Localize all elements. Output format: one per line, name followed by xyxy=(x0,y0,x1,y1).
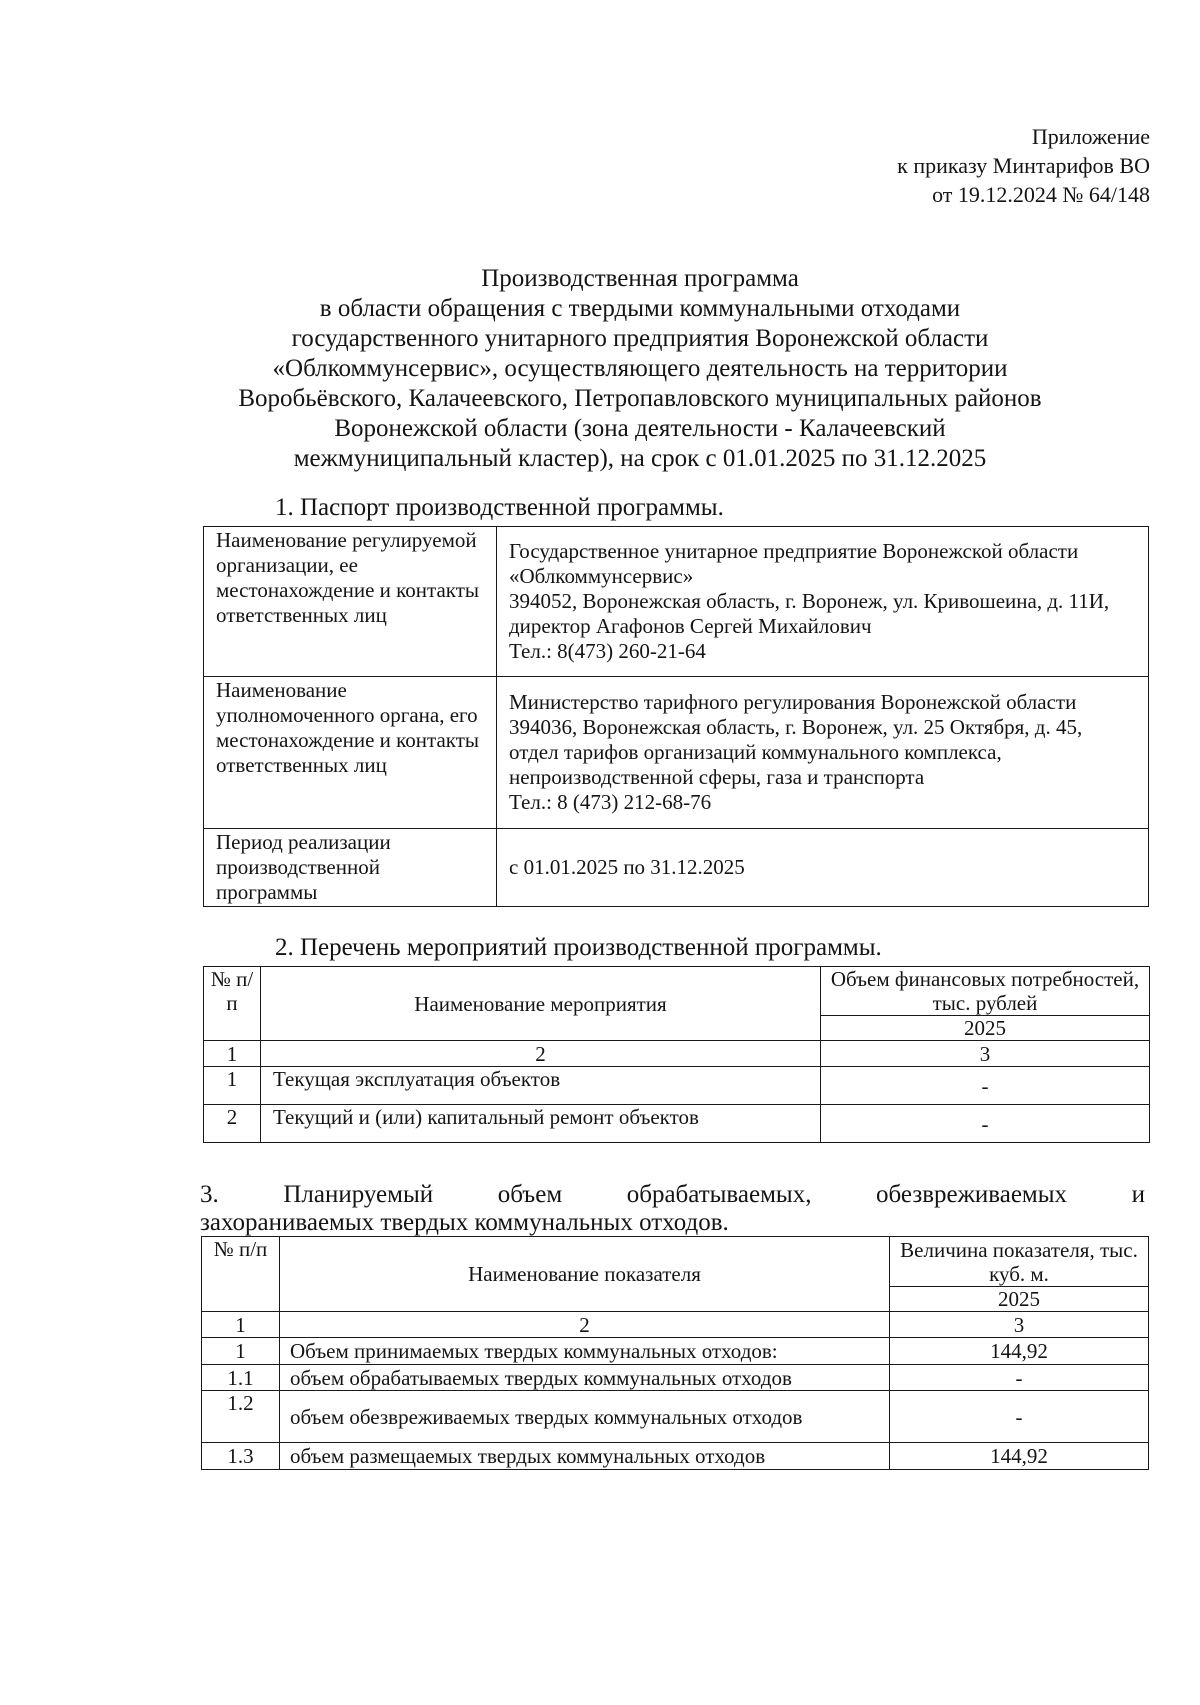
table-row xyxy=(202,1391,1149,1443)
passport-label: Наименование уполномоченного органа, его местонахождение и контакты ответственных лиц xyxy=(204,677,497,829)
appendix-reference xyxy=(897,122,1150,209)
row-value: - xyxy=(821,1067,1150,1105)
title-line: Производственная программа xyxy=(481,265,799,292)
row-name: Объем принимаемых твердых коммунальных отходов: xyxy=(280,1338,890,1365)
table-row xyxy=(202,1338,1149,1365)
header-value: Величина показателя, тыс. куб. м. xyxy=(890,1237,1149,1287)
measures-table xyxy=(203,966,1150,1143)
row-num: 1 xyxy=(202,1338,280,1365)
passport-label: Наименование регулируемой организации, ее местонахождение и контакты ответственных лиц xyxy=(204,527,497,677)
title-line: «Облкоммунсервис», осуществляющего деятельность на территории xyxy=(272,355,1008,382)
header-value: Объем финансовых потребностей, тыс. рублей xyxy=(821,967,1150,1016)
header-name: Наименование показателя xyxy=(280,1237,890,1312)
row-name: объем обрабатываемых твердых коммунальных отходов xyxy=(280,1365,890,1391)
row-name: Текущий и (или) капитальный ремонт объектов xyxy=(261,1105,821,1143)
passport-table xyxy=(203,526,1149,907)
table-row xyxy=(204,1067,1150,1105)
index-cell: 3 xyxy=(890,1312,1149,1338)
header-num: № п/п xyxy=(204,967,261,1041)
heading-word: обезвреживаемых xyxy=(876,1181,1068,1208)
title-line: государственного унитарного предприятия Воронежской области xyxy=(291,325,989,352)
table-header-row xyxy=(204,967,1150,1016)
section-1-heading: 1. Паспорт производственной программы. xyxy=(275,494,724,521)
appendix-line: Приложение xyxy=(1031,124,1150,149)
appendix-line: к приказу Минтарифов ВО xyxy=(897,153,1150,178)
passport-value: Министерство тарифного регулирования Воронежской области 394036, Воронежская область, г. Воронеж, ул. 25 Октября, д. 45, отдел тарифов организаций коммунального комплекса, непроизводственной сферы, газа и транспорта Тел.: 8 (473) 212-68-76 xyxy=(497,677,1149,829)
title-line: межмуниципальный кластер), на срок с 01.01.2025 по 31.12.2025 xyxy=(293,445,987,472)
table-index-row xyxy=(202,1312,1149,1338)
passport-value: с 01.01.2025 по 31.12.2025 xyxy=(497,829,1149,907)
passport-value: Государственное унитарное предприятие Воронежской области «Облкоммунсервис» 394052, Воронежская область, г. Воронеж, ул. Кривошеина, д. 11И, директор Агафонов Сергей Михайлович Тел.: 8(473) 260-21-64 xyxy=(497,527,1149,677)
heading-word: и xyxy=(1131,1181,1145,1208)
table-header-row xyxy=(202,1237,1149,1287)
index-cell: 2 xyxy=(280,1312,890,1338)
section-3-heading xyxy=(200,1181,1145,1237)
header-year: 2025 xyxy=(821,1016,1150,1041)
row-value: - xyxy=(890,1365,1149,1391)
row-name: объем размещаемых твердых коммунальных отходов xyxy=(280,1443,890,1470)
document-title xyxy=(200,264,1080,474)
row-value: 144,92 xyxy=(890,1443,1149,1470)
index-cell: 2 xyxy=(261,1041,821,1067)
header-num: № п/п xyxy=(202,1237,280,1312)
row-num: 1.1 xyxy=(202,1365,280,1391)
row-num: 1 xyxy=(204,1067,261,1105)
table-row xyxy=(204,1105,1150,1143)
title-line: Воронежской области (зона деятельности - Калачеевский xyxy=(334,415,946,442)
row-name: Текущая эксплуатация объектов xyxy=(261,1067,821,1105)
title-line: в области обращения с твердыми коммунальными отходами xyxy=(319,295,961,322)
heading-word: 3. xyxy=(200,1181,219,1208)
heading-word: объем xyxy=(497,1181,563,1208)
table-row xyxy=(202,1365,1149,1391)
row-num: 1.2 xyxy=(202,1391,280,1443)
appendix-line: от 19.12.2024 № 64/148 xyxy=(932,182,1150,207)
table-row xyxy=(204,677,1149,829)
title-line: Воробьёвского, Калачеевского, Петропавловского муниципальных районов xyxy=(238,385,1042,412)
row-value: - xyxy=(890,1391,1149,1443)
row-value: 144,92 xyxy=(890,1338,1149,1365)
index-cell: 1 xyxy=(202,1312,280,1338)
index-cell: 1 xyxy=(204,1041,261,1067)
index-cell: 3 xyxy=(821,1041,1150,1067)
heading-word: Планируемый xyxy=(283,1181,434,1208)
row-num: 2 xyxy=(204,1105,261,1143)
row-num: 1.3 xyxy=(202,1443,280,1470)
table-row xyxy=(204,527,1149,677)
table-index-row xyxy=(204,1041,1150,1067)
table-row xyxy=(202,1443,1149,1470)
section-2-heading: 2. Перечень мероприятий производственной программы. xyxy=(275,934,882,961)
row-value: - xyxy=(821,1105,1150,1143)
heading-line: захораниваемых твердых коммунальных отходов. xyxy=(200,1209,729,1236)
header-name: Наименование мероприятия xyxy=(261,967,821,1041)
passport-label: Период реализации производственной программы xyxy=(204,829,497,907)
header-year: 2025 xyxy=(890,1287,1149,1312)
heading-word: обрабатываемых, xyxy=(626,1181,812,1208)
table-row xyxy=(204,829,1149,907)
volumes-table xyxy=(201,1236,1149,1470)
row-name: объем обезвреживаемых твердых коммунальных отходов xyxy=(280,1391,890,1443)
